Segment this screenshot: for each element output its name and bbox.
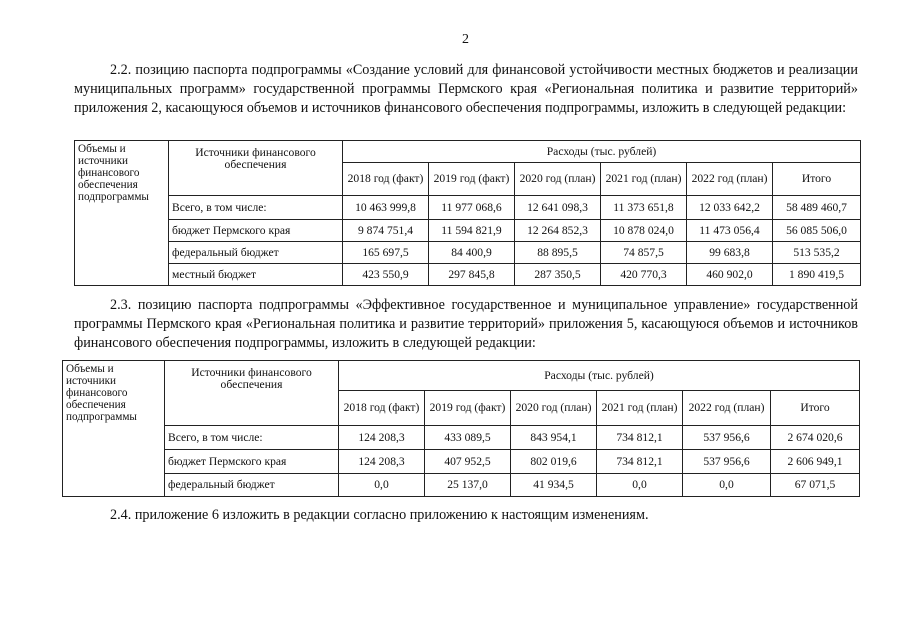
value-cell: 12 641 098,3 — [515, 196, 601, 220]
sources-header: Источники финансового обеспечения — [169, 141, 343, 196]
value-cell: 99 683,8 — [687, 242, 773, 264]
year-header: 2021 год (план) — [597, 391, 683, 426]
year-header: 2019 год (факт) — [425, 391, 511, 426]
value-cell: 423 550,9 — [343, 264, 429, 286]
total-cell: 513 535,2 — [773, 242, 861, 264]
total-cell: 1 890 419,5 — [773, 264, 861, 286]
source-cell: бюджет Пермского края — [169, 220, 343, 242]
source-cell: Всего, в том числе: — [165, 426, 339, 450]
expenses-header: Расходы (тыс. рублей) — [339, 361, 860, 391]
source-cell: Всего, в том числе: — [169, 196, 343, 220]
table-row — [75, 264, 861, 286]
value-cell: 74 857,5 — [601, 242, 687, 264]
financing-table-1 — [74, 140, 861, 286]
sources-header: Источники финансового обеспечения — [165, 361, 339, 426]
total-cell: 56 085 506,0 — [773, 220, 861, 242]
value-cell: 41 934,5 — [511, 474, 597, 497]
year-header: 2018 год (факт) — [343, 163, 429, 196]
value-cell: 433 089,5 — [425, 426, 511, 450]
value-cell: 537 956,6 — [683, 426, 771, 450]
value-cell: 25 137,0 — [425, 474, 511, 497]
value-cell: 734 812,1 — [597, 426, 683, 450]
total-cell: 2 674 020,6 — [771, 426, 860, 450]
expenses-header: Расходы (тыс. рублей) — [343, 141, 861, 163]
table-row — [63, 426, 860, 450]
source-cell: федеральный бюджет — [169, 242, 343, 264]
value-cell: 10 878 024,0 — [601, 220, 687, 242]
value-cell: 165 697,5 — [343, 242, 429, 264]
total-header: Итого — [771, 391, 860, 426]
source-cell: местный бюджет — [169, 264, 343, 286]
source-cell: федеральный бюджет — [165, 474, 339, 497]
table-row — [75, 220, 861, 242]
paragraph-2-4: 2.4. приложение 6 изложить в редакции согласно приложению к настоящим изменениям. — [110, 507, 649, 523]
value-cell: 11 373 651,8 — [601, 196, 687, 220]
table-label-cell: Объемы и источники финансового обеспечения подпрограммы — [63, 361, 165, 497]
value-cell: 287 350,5 — [515, 264, 601, 286]
total-cell: 67 071,5 — [771, 474, 860, 497]
year-header: 2022 год (план) — [683, 391, 771, 426]
year-header: 2020 год (план) — [511, 391, 597, 426]
table-row — [63, 474, 860, 497]
value-cell: 297 845,8 — [429, 264, 515, 286]
value-cell: 11 473 056,4 — [687, 220, 773, 242]
value-cell: 11 594 821,9 — [429, 220, 515, 242]
value-cell: 88 895,5 — [515, 242, 601, 264]
value-cell: 734 812,1 — [597, 450, 683, 474]
value-cell: 0,0 — [597, 474, 683, 497]
value-cell: 10 463 999,8 — [343, 196, 429, 220]
value-cell: 0,0 — [683, 474, 771, 497]
table-row — [75, 242, 861, 264]
total-cell: 58 489 460,7 — [773, 196, 861, 220]
table-row — [63, 450, 860, 474]
value-cell: 124 208,3 — [339, 450, 425, 474]
table-row — [75, 196, 861, 220]
table-label-cell: Объемы и источники финансового обеспечения подпрограммы — [75, 141, 169, 286]
value-cell: 420 770,3 — [601, 264, 687, 286]
value-cell: 84 400,9 — [429, 242, 515, 264]
year-header: 2019 год (факт) — [429, 163, 515, 196]
value-cell: 12 033 642,2 — [687, 196, 773, 220]
financing-table-2 — [62, 360, 860, 497]
page-number: 2 — [462, 32, 469, 47]
year-header: 2020 год (план) — [515, 163, 601, 196]
year-header: 2022 год (план) — [687, 163, 773, 196]
value-cell: 407 952,5 — [425, 450, 511, 474]
value-cell: 0,0 — [339, 474, 425, 497]
paragraph-2-3: 2.3. позицию паспорта подпрограммы «Эффективное государственное и муниципальное управление» государственной программы Пермского края «Региональная политика и развитие территорий» приложения 5, касающуюся объемов и источников финансового обеспечения подпрограммы, изложить в следующей редакции: — [74, 297, 858, 351]
value-cell: 537 956,6 — [683, 450, 771, 474]
source-cell: бюджет Пермского края — [165, 450, 339, 474]
value-cell: 843 954,1 — [511, 426, 597, 450]
year-header: 2018 год (факт) — [339, 391, 425, 426]
total-header: Итого — [773, 163, 861, 196]
year-header: 2021 год (план) — [601, 163, 687, 196]
value-cell: 802 019,6 — [511, 450, 597, 474]
value-cell: 11 977 068,6 — [429, 196, 515, 220]
value-cell: 9 874 751,4 — [343, 220, 429, 242]
value-cell: 124 208,3 — [339, 426, 425, 450]
value-cell: 12 264 852,3 — [515, 220, 601, 242]
value-cell: 460 902,0 — [687, 264, 773, 286]
total-cell: 2 606 949,1 — [771, 450, 860, 474]
paragraph-2-2: 2.2. позицию паспорта подпрограммы «Создание условий для финансовой устойчивости местных бюджетов и реализации муниципальных программ» государственной программы Пермского края «Региональная политика и развитие территорий» приложения 2, касающуюся объемов и источников финансового обеспечения подпрограммы, изложить в следующей редакции: — [74, 62, 858, 116]
